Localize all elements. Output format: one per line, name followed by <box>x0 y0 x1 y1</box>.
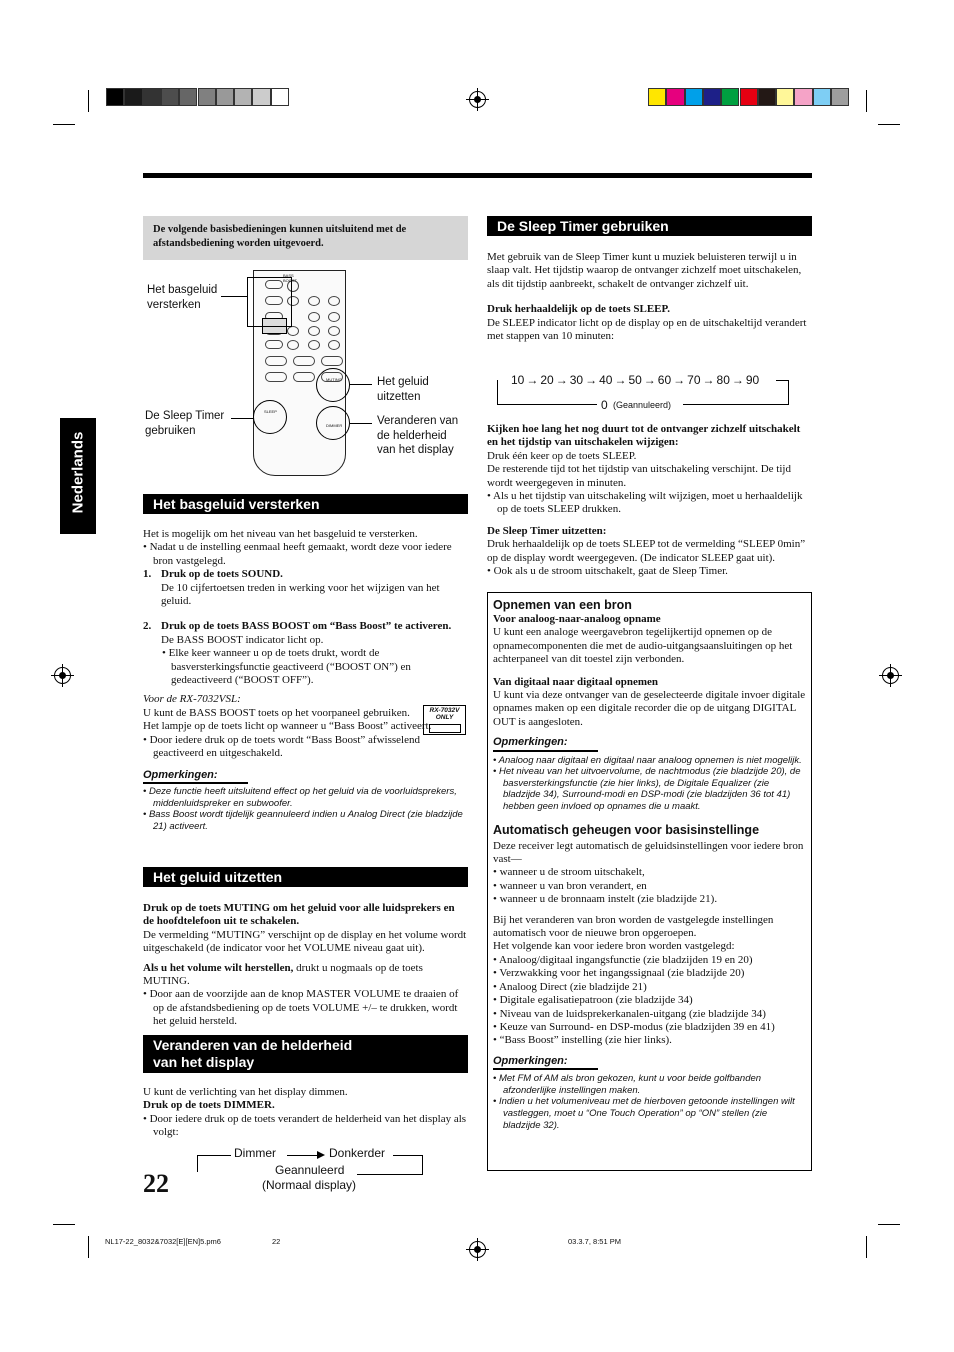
step-2-body: De BASS BOOST indicator licht op. <box>161 633 324 646</box>
sleep-p1: Met gebruik van de Sleep Timer kunt u muziek beluisteren terwijl u in slaap valt. Het tijdstip waarop de ontvanger zichzelf moet uitschakelen, als dit tijdstip aanbreekt, schakelt de ontvanger zichzelf uit. <box>487 251 802 290</box>
intro-text: De volgende basisbedieningen kunnen uitsluitend met de afstandsbediening worden uitgevoerd. <box>153 224 407 249</box>
registration-mark-right <box>882 667 899 684</box>
flow-cancelled: Geannuleerd <box>275 1163 345 1177</box>
memory-l5: • Niveau van de luidsprekerkanalen-uitgang (zie bladzijde 34) <box>493 1007 766 1020</box>
memory-note-2: • Indien u het volumeniveau met de hierboven getoonde instellingen wilt vastleggen, moet u “One Touch Operation” op “ON” stellen (zie bladzijde 32). <box>493 1096 795 1131</box>
memory-p1: Deze receiver legt automatisch de geluidsinstellingen voor iedere bron vast— <box>493 839 804 866</box>
bass-notes-heading: Opmerkingen: <box>143 769 248 784</box>
color-swatch <box>831 88 849 106</box>
color-swatch <box>124 88 142 106</box>
sleep-section-b <box>487 423 812 578</box>
sleep-flow-step: 40 <box>599 373 613 387</box>
memory-l7: • “Bass Boost” instelling (zie hier links). <box>493 1034 672 1047</box>
bass-callout-line <box>221 296 248 297</box>
recording-h1: Voor analoog-naar-analoog opname <box>493 613 661 625</box>
step-2-bullet: • Elke keer wanneer u op de toets drukt, wordt de basversterkingsfunctie geactiveerd (“BOOST ON”) en gedeactiveerd (“BOOST OFF”). <box>162 647 411 687</box>
color-swatch <box>271 88 289 106</box>
sleep-p2: De SLEEP indicator licht op de display op en de uitschakeltijd verandert met stappen van 10 minuten: <box>487 316 807 343</box>
step-2-number: 2. <box>143 620 152 633</box>
sleep-h3: De Sleep Timer uitzetten: <box>487 524 607 537</box>
color-swatch <box>252 88 270 106</box>
sleep-p3: Druk één keer op de toets SLEEP. <box>487 449 637 462</box>
section-title-dimmer: Veranderen van de helderheid van het display <box>143 1035 468 1073</box>
muting-restore-head: Als u het volume wilt herstellen, <box>143 961 294 974</box>
footer-page: 22 <box>272 1237 281 1246</box>
bass-bullet: • Nadat u de instelling eenmaal heeft gemaakt, wordt deze voor iedere bron vastgelegd. <box>143 541 452 567</box>
sleep-flow-step: 90 <box>745 373 760 387</box>
memory-l2: • Verzwakking voor het ingangssignaal (zie bladzijde 20) <box>493 967 745 980</box>
color-swatch <box>813 88 831 106</box>
color-swatch <box>106 88 124 106</box>
memory-p3: Het volgende kan voor iedere bron worden vastgelegd: <box>493 940 735 953</box>
section-title-sleep: De Sleep Timer gebruiken <box>487 216 812 236</box>
dimmer-flow-diagram <box>197 1146 427 1196</box>
color-swatch <box>721 88 739 106</box>
label-dimmer: Veranderen van de helderheid van het display <box>377 415 459 456</box>
color-swatch <box>666 88 684 106</box>
rx-bullet: • Door iedere druk op de toets wordt “Bass Boost” afwisselend geactiveerd en uitgeschakeld. <box>143 733 420 760</box>
muting-p2: De vermelding “MUTING” verschijnt op de display en het volume wordt uitgeschakeld (de indicator voor het VOLUME niveau gaat uit). <box>143 928 467 955</box>
registration-mark-left <box>54 667 71 684</box>
bass-section <box>143 528 468 832</box>
section-title-muting: Het geluid uitzetten <box>143 867 468 887</box>
step-1-number: 1. <box>143 568 152 581</box>
dimmer-button-label: DIMMER <box>326 423 343 428</box>
sleep-flow-zero: 0 <box>601 398 608 412</box>
sleep-flow-step: 60 <box>657 373 672 387</box>
step-1-head: Druk op de toets SOUND. <box>161 568 283 581</box>
flow-arrow-icon: → <box>585 373 598 387</box>
flow-arrow-icon: → <box>643 373 656 387</box>
recording-p2: U kunt via deze ontvanger van de geselecteerde digitale invoer digitale opnames maken op een digitale recorder die op de uitgang DIGITAL OUT is aangesloten. <box>493 689 806 728</box>
footer-date: 03.3.7, 8:51 PM <box>568 1237 621 1246</box>
language-tab-label: Nederlands <box>69 431 87 514</box>
muting-button-label: MUTING <box>326 377 342 382</box>
muting-section <box>143 902 468 1029</box>
dimmer-p2: Druk op de toets DIMMER. <box>143 1099 275 1112</box>
memory-l4: • Digitale egalisatiepatroon (zie bladzijde 34) <box>493 994 693 1007</box>
muting-bullet: • Door aan de voorzijde aan de knop MASTER VOLUME te draaien of op de afstandsbediening op de toets VOLUME +/– te drukken, wordt het geluid hersteld. <box>143 988 459 1028</box>
sleep-flow-cancelled: (Geannuleerd) <box>613 400 672 410</box>
label-muting: Het geluid uitzetten <box>377 376 429 403</box>
label-sleep: De Sleep Timer gebruiken <box>145 410 225 437</box>
recording-note-2: • Het niveau van het uitvoervolume, de nachtmodus (zie bladzijde 20), de basversterkingsfunctie (zie hier links), de Digitale Equalizer (zie bladzijde 34), Surround-modi en DSP-modi (zie bladzijden 36 tot 41) hebben geen invloed op opnames die u maakt. <box>493 766 801 813</box>
sleep-p5: Druk herhaaldelijk op de toets SLEEP tot de vermelding “SLEEP 0min” op de display wordt weergegeven. (De indicator SLEEP gaat uit). <box>487 538 806 564</box>
color-swatch <box>794 88 812 106</box>
flow-dimmer: Dimmer <box>234 1146 276 1160</box>
flow-darker: Donkerder <box>329 1146 386 1160</box>
page-number: 22 <box>143 1169 169 1198</box>
memory-l1: • Analoog/digitaal ingangsfunctie (zie bladzijden 19 en 20) <box>493 953 753 966</box>
memory-note-1: • Met FM of AM als bron gekozen, kunt u voor beide golfbanden afzonderlijke instellingen maken. <box>493 1073 762 1096</box>
muting-restore-rest: drukt u nogmaals op de toets MUTING. <box>143 961 423 988</box>
sleep-flow-step: 50 <box>628 373 642 387</box>
color-swatch <box>216 88 234 106</box>
rx-model-head: Voor de RX-7032VSL: <box>143 693 241 706</box>
sleep-flow-step: 30 <box>569 373 584 387</box>
recording-notes-heading: Opmerkingen: <box>493 736 598 751</box>
sleep-bullet-2: • Ook als u de stroom uitschakelt, gaat de Sleep Timer. <box>487 565 728 578</box>
sleep-button[interactable] <box>253 400 287 434</box>
step-1-body: De 10 cijfertoetsen treden in werking voor het wijzigen van het geluid. <box>161 581 440 608</box>
flow-normal: (Normaal display) <box>262 1178 357 1192</box>
memory-b3: • wanneer u de bronnaam instelt (zie bladzijde 21). <box>493 893 718 906</box>
memory-l3: • Analoog Direct (zie bladzijde 21) <box>493 980 647 993</box>
memory-p2: Bij het veranderen van bron worden de vastgelegde instellingen automatisch voor de nieuwe bron opgeroepen. <box>493 913 774 940</box>
bass-boost-button-label: BASS BOOST <box>283 273 298 283</box>
color-swatch <box>198 88 216 106</box>
muting-button[interactable] <box>316 368 350 402</box>
sleep-section-a <box>487 251 812 343</box>
color-swatch <box>161 88 179 106</box>
sleep-flow-diagram <box>497 372 793 414</box>
recording-h2: Van digitaal naar digitaal opnemen <box>493 675 659 688</box>
bass-callout-box <box>247 277 292 327</box>
registration-mark-bottom <box>469 1241 486 1258</box>
flow-arrow-icon: → <box>526 373 539 387</box>
sleep-h2: Kijken hoe lang het nog duurt tot de ontvanger zichzelf uitschakelt en het tijdstip van uitschakelen wijzigen: <box>487 423 801 449</box>
dimmer-section <box>143 1086 468 1140</box>
color-swatch <box>703 88 721 106</box>
rx-p1: U kunt de BASS BOOST toets op het voorpaneel gebruiken. <box>143 706 410 719</box>
recording-title: Opnemen van een bron <box>493 598 632 612</box>
section-title-bass: Het basgeluid versterken <box>143 494 468 514</box>
sleep-p4: De resterende tijd tot het tijdstip van uitschakeling verschijnt. De tijd wordt weergegeven in minuten. <box>487 463 791 489</box>
sleep-flow-step: 80 <box>716 373 730 387</box>
color-swatch <box>776 88 794 106</box>
flow-arrow-icon: → <box>702 373 715 387</box>
rx-only-badge: RX-7032V ONLY <box>423 705 466 735</box>
color-swatch <box>648 88 666 106</box>
memory-notes-heading: Opmerkingen: <box>493 1055 598 1070</box>
rx-p2: Het lampje op de toets licht op wanneer u “Bass Boost” activeert. <box>143 720 432 733</box>
flow-arrow-icon: → <box>555 373 568 387</box>
bass-intro: Het is mogelijk om het niveau van het basgeluid te versterken. <box>143 528 418 540</box>
color-swatch <box>143 88 161 106</box>
memory-l6: • Keuze van Surround- en DSP-modus (zie bladzijden 39 en 41) <box>493 1020 775 1033</box>
memory-b2: • wanneer u van bron verandert, en <box>493 879 647 892</box>
sleep-flow-step: 10 <box>511 373 525 387</box>
flow-arrow-icon: → <box>673 373 686 387</box>
registration-mark-top <box>469 91 486 108</box>
dimmer-bullet: • Door iedere druk op de toets verandert de helderheid van het display als volgt: <box>143 1112 467 1139</box>
recording-section <box>493 597 806 1131</box>
color-swatch <box>740 88 758 106</box>
flow-arrow-icon: → <box>614 373 627 387</box>
sleep-h1: Druk herhaaldelijk op de toets SLEEP. <box>487 303 670 316</box>
flow-arrow-icon: → <box>731 373 744 387</box>
memory-title: Automatisch geheugen voor basisinstellinge <box>493 822 760 837</box>
footer-file: NL17-22_8032&7032[E][EN]5.pm6 <box>105 1237 221 1246</box>
color-swatch <box>179 88 197 106</box>
muting-p1: Druk op de toets MUTING om het geluid voor alle luidsprekers en de hoofdtelefoon uit te schakelen. <box>143 902 455 928</box>
step-2-head: Druk op de toets BASS BOOST om “Bass Boost” te activeren. <box>161 620 452 633</box>
recording-p1: U kunt een analoge weergavebron tegelijkertijd opnemen op de opnamecomponenten die met de audio-uitgangsaansluitingen op het achterpaneel van dit toestel zijn verbonden. <box>493 626 793 666</box>
sleep-flow-step: 70 <box>687 373 701 387</box>
language-tab <box>60 418 96 534</box>
bass-note-1: • Deze functie heeft uitsluitend effect op het geluid via de voorluidsprekers, middenluidspreker en subwoofer. <box>143 785 457 809</box>
sleep-button-label: SLEEP <box>264 409 277 414</box>
color-swatch <box>758 88 776 106</box>
header-rule <box>143 173 812 178</box>
recording-note-1: • Analoog naar digitaal en digitaal naar analoog opnemen is niet mogelijk. <box>493 754 802 766</box>
memory-b1: • wanneer u de stroom uitschakelt, <box>493 866 645 879</box>
color-swatch <box>685 88 703 106</box>
dimmer-p1: U kunt de verlichting van het display dimmen. <box>143 1086 348 1098</box>
sleep-flow-step: 20 <box>540 373 554 387</box>
bass-note-2: • Bass Boost wordt tijdelijk geannuleerd indien u Analog Direct (zie bladzijde 21) activeert. <box>143 809 463 832</box>
label-bass-boost: Het basgeluid versterken <box>147 284 218 311</box>
intro-box <box>143 216 468 260</box>
remote-illustration <box>143 268 468 488</box>
sleep-bullet-1: • Als u het tijdstip van uitschakeling wilt wijzigen, moet u herhaaldelijk op de toets SLEEP drukken. <box>487 490 803 516</box>
color-swatch <box>234 88 252 106</box>
